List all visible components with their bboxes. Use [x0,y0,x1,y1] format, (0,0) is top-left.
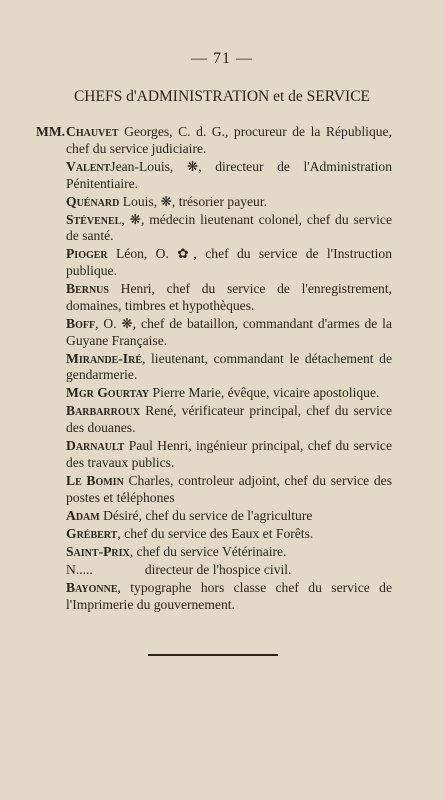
list-item [66,281,392,315]
entry-text: Jean-Louis, ❋, directeur de l'Administration Pénitentiaire. [66,158,392,191]
entry-text: René, vérificateur principal, chef du service des douanes. [66,403,392,436]
entry-name: Boff [66,315,96,331]
list-item [66,212,392,246]
entry-text: Désiré, chef du service de l'agriculture [99,507,313,523]
entry-text: , lieutenant, commandant le détachement de gendarmerie. [66,350,392,383]
list-item [66,473,392,507]
list-item [66,580,392,614]
page-number: — 71 — [191,50,253,67]
entry-text: , chef du service Vétérinaire. [129,543,287,559]
entry-text: Georges, C. d. G., procureur de la République, chef du service judiciaire. [66,124,392,156]
entry-name: Adam [66,507,100,523]
entry-name: Barbarroux [66,403,141,419]
entry-name: Mirande-Iré [66,350,142,366]
list-item [66,159,392,193]
entry-name: Saint-Prix [66,543,130,559]
entry-name: Quénard [66,193,120,209]
entry-text: , ❋, médecin lieutenant colonel, chef du service de santé. [66,211,392,244]
entry-name: Darnault [66,438,125,454]
entry-text: directeur de l'hospice civil. [144,561,292,577]
entry-name: Pioger [66,246,108,262]
list-item [66,246,392,280]
list-item [66,194,392,211]
list-item [66,124,392,158]
entry-text: Pierre Marie, évêque, vicaire apostolique. [149,385,380,401]
entry-name: Chauvet [66,124,119,139]
section-heading: CHEFS d'ADMINISTRATION et de SERVICE [73,88,371,105]
entry-text: Paul Henri, ingénieur principal, chef du service des travaux publics. [66,438,392,471]
list-item [66,562,392,579]
entry-text: , typographe hors classe chef du service de l'Imprimerie du gouvernement. [66,579,392,612]
entry-name: Stévenel [66,211,122,227]
entry-text: , O. ❋, chef de bataillon, commandant d'armes de la Guyane Française. [66,315,392,348]
entry-name: N..... [66,561,93,577]
list-item [66,544,392,561]
list-item [66,316,392,350]
entry-text: Léon, O. ✿, chef du service de l'Instruction publique. [66,246,392,279]
entry-text: , chef du service des Eaux et Forêts. [117,525,314,541]
list-item [66,508,392,525]
list-item [66,526,392,543]
entry-name: Mgr Gourtay [66,385,150,401]
list-item [66,438,392,472]
honorific-prefix: MM. [36,124,66,139]
entry-name: Le Bomin [66,473,124,488]
entry-name: Bernus [66,281,109,297]
list-item [66,351,392,385]
entries-list [66,124,392,615]
entry-text: Charles, controleur adjoint, chef du service des postes et téléphones [66,473,392,505]
list-item [66,385,392,402]
entry-name: Valent [66,158,111,174]
entry-name: Bayonne [66,579,118,595]
entry-text: Henri, chef du service de l'enregistrement, domaines, timbres et hypothèques. [66,281,392,313]
closing-rule [148,654,278,656]
entry-name: Grébert [66,525,118,541]
list-item [66,403,392,437]
entry-text: Louis, ❋, trésorier payeur. [119,193,268,209]
